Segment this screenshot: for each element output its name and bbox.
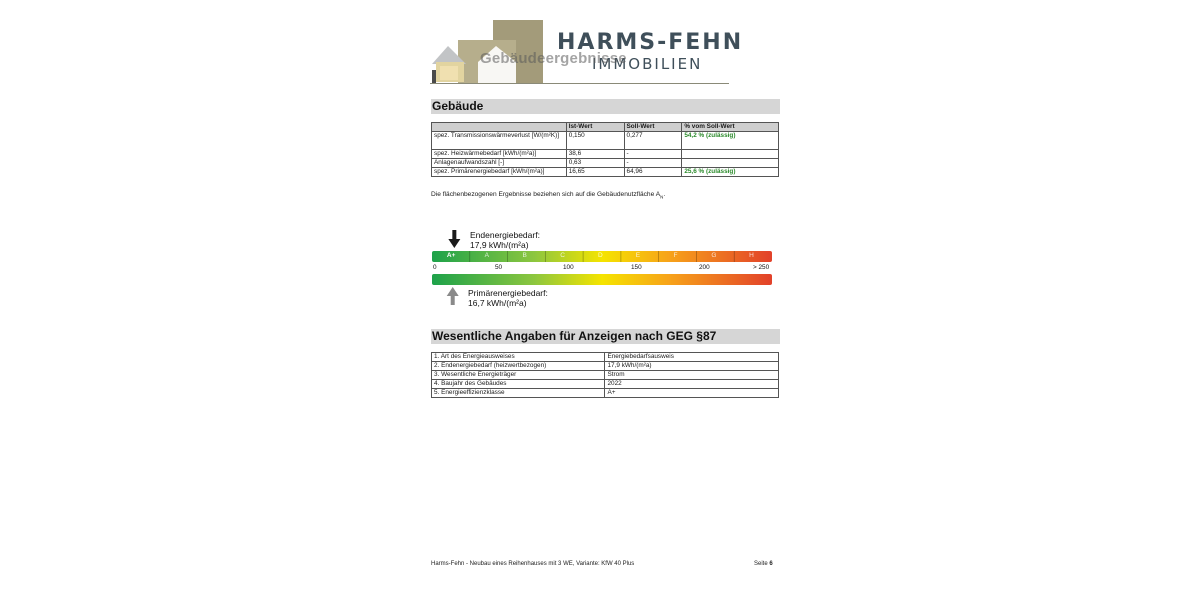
energy-class-label: D xyxy=(598,252,603,259)
table-row: 1. Art des Energieausweises Energiebedarfsausweis xyxy=(432,353,779,362)
energy-class-label: B xyxy=(522,252,527,259)
scale-tick-label: 50 xyxy=(495,264,503,271)
end-energy-label: Endenergiebedarf: 17,9 kWh/(m²a) xyxy=(470,230,540,250)
table-row: spez. Transmissionswärmeverlust [W/(m²K)] 0,150 0,277 54,2 % (zulässig) xyxy=(432,132,779,150)
end-energy-arrow-icon xyxy=(448,230,460,248)
energy-class-label: H xyxy=(749,252,754,259)
section-title-geg: Wesentliche Angaben für Anzeigen nach GEG §87 xyxy=(431,329,780,344)
section-title-building: Gebäude xyxy=(431,99,780,114)
energy-class-label: C xyxy=(560,252,565,259)
energy-class-label: A+ xyxy=(446,252,456,259)
energy-class-label: E xyxy=(635,252,641,259)
footer-project: Harms-Fehn - Neubau eines Reihenhauses mit 3 WE, Variante: KfW 40 Plus xyxy=(431,561,635,567)
energy-class-label: G xyxy=(711,252,717,259)
table-row: 3. Wesentliche Energieträger Strom xyxy=(432,371,779,380)
primary-energy-bar xyxy=(432,274,772,285)
table-row: 2. Endenergiebedarf (heizwertbezogen) 17,9 kWh/(m²a) xyxy=(432,362,779,371)
scale-tick-label: 150 xyxy=(631,264,642,271)
table-row: 5. Energieeffizienzklasse A+ xyxy=(432,389,779,398)
footer-page-number: Seite 6 xyxy=(754,561,773,567)
energy-efficiency-scale xyxy=(430,228,780,310)
table-row: 4. Baujahr des Gebäudes 2022 xyxy=(432,380,779,389)
geg-info-table xyxy=(431,352,779,398)
brand-name: HARMS-FEHN xyxy=(557,30,744,55)
brand-subtitle: IMMOBILIEN xyxy=(592,55,703,73)
area-reference-note: Die flächenbezogenen Ergebnisse beziehen sich auf die Gebäudenutzfläche $A_N$. xyxy=(431,191,666,200)
table-row: spez. Heizwärmebedarf [kWh/(m²a)] 38,6 - xyxy=(432,150,779,159)
energy-class-label: A xyxy=(484,252,489,259)
scale-tick-label: 200 xyxy=(699,264,710,271)
table-row: Anlagenaufwandszahl [-] 0,63 - xyxy=(432,159,779,168)
header-divider xyxy=(430,83,729,84)
primary-energy-label: Primärenergiebedarf: 16,7 kWh/(m²a) xyxy=(468,288,548,308)
table-row: spez. Primärenergiebedarf [kWh/(m²a)] 16,65 64,96 25,6 % (zulässig) xyxy=(432,168,779,177)
scale-tick-label: > 250 xyxy=(753,264,770,271)
scale-tick-label: 0 xyxy=(433,264,437,271)
building-results-table xyxy=(431,122,779,177)
overlay-title: Gebäudeergebnisse xyxy=(480,50,627,67)
energy-class-label: F xyxy=(673,252,678,259)
scale-tick-label: 100 xyxy=(563,264,574,271)
primary-energy-arrow-icon xyxy=(447,287,459,305)
table-header-row: Ist-Wert Soll-Wert % vom Soll-Wert xyxy=(432,123,779,132)
